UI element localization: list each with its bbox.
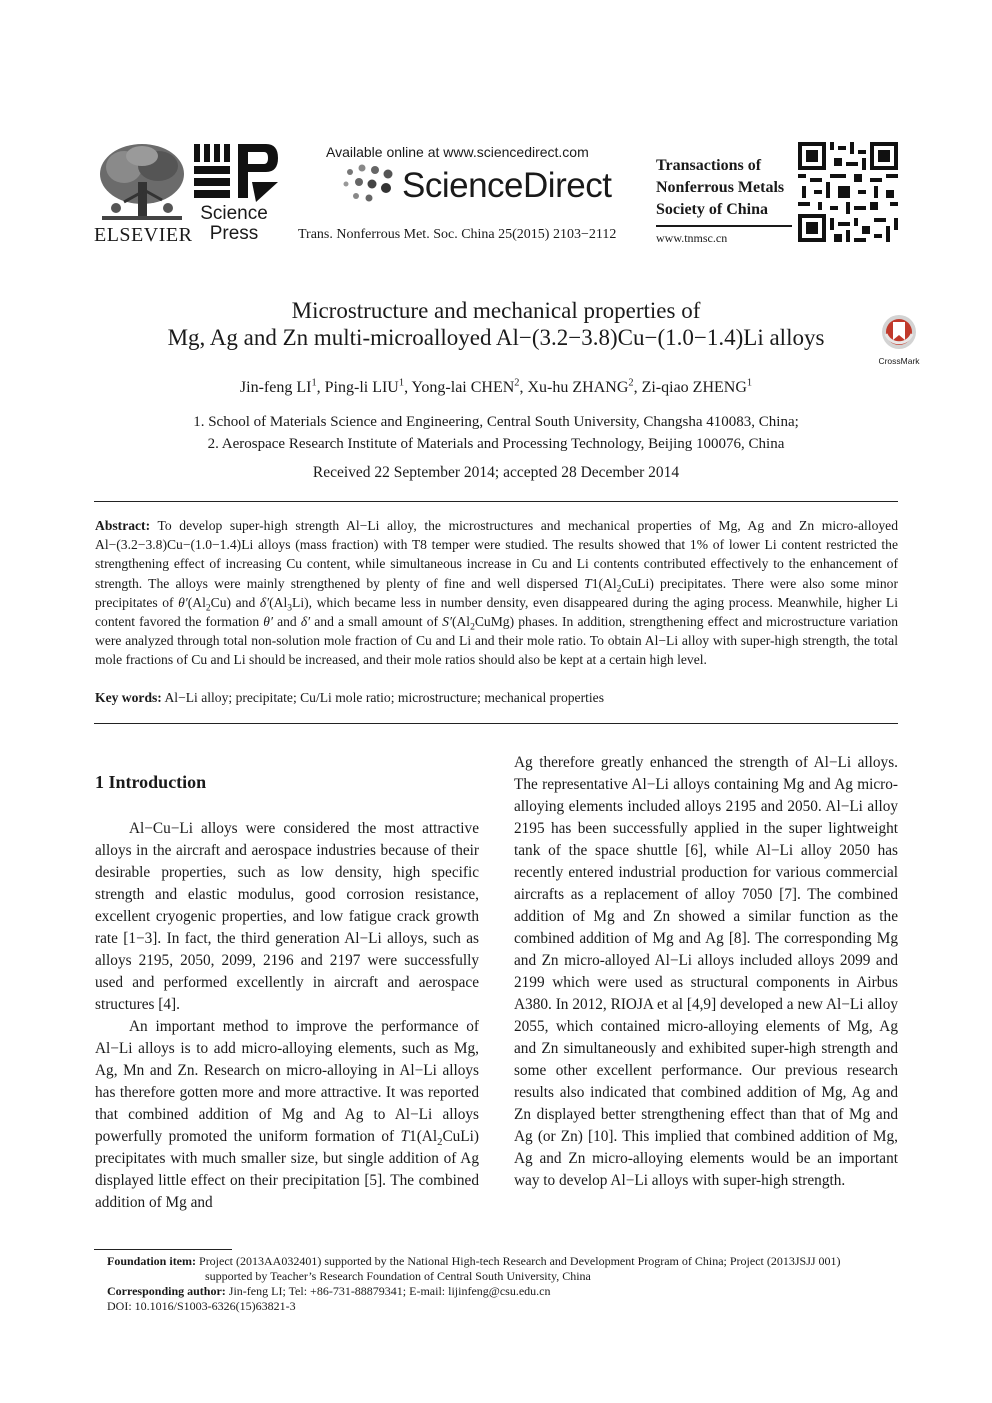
author-name: Ping-li LIU bbox=[324, 379, 399, 396]
foundation-label: Foundation item: bbox=[107, 1254, 197, 1268]
received-dates: Received 22 September 2014; accepted 28 December 2014 bbox=[312, 464, 680, 481]
abstract-label: Abstract: bbox=[95, 518, 151, 533]
paragraph-text: An important method to improve the performance of Al−Li alloys is to add micro-alloying elements, such as Mg, Ag, Mn and Zn. Research on micro-alloying in Al−Li alloys has therefore gotten more and more attractive. It was reported that combined addition of Mg and Ag to Al−Li alloys powerfully promoted the uniform formation of bbox=[95, 1018, 479, 1145]
abstract-symbol: θ′ bbox=[263, 614, 273, 630]
science-press-line2: Press bbox=[209, 223, 259, 244]
corresponding-author bbox=[107, 1284, 899, 1299]
foundation-item bbox=[107, 1254, 899, 1269]
author-name: Jin-feng LI bbox=[239, 379, 312, 396]
affiliations bbox=[60, 411, 932, 455]
abstract-text: (Al bbox=[451, 614, 471, 630]
author-separator: , bbox=[633, 379, 642, 396]
author-affiliation: 2 bbox=[628, 377, 634, 389]
corresponding-text: Jin-feng LI; Tel: +86-731-88879341; E-mail: lijinfeng@csu.edu.cn bbox=[228, 1284, 551, 1298]
section-heading: 1 Introduction bbox=[95, 772, 207, 792]
crossmark-icon bbox=[876, 312, 922, 352]
abstract-text: CuMg) phases. In addition, strengthening effect and microstructure variation were analyzed through total non-solution mole fraction of Cu and Li and their mole ratio. To obtain Al−Li alloy with super-high strength, the total mole fractions of Cu and Li should be increased, and their mole ratios should also be kept at a certain high level. bbox=[95, 614, 898, 668]
author-separator: , bbox=[316, 379, 325, 396]
keywords-label: Key words: bbox=[95, 690, 162, 705]
journal-divider bbox=[656, 225, 792, 227]
author-affiliation: 1 bbox=[398, 377, 405, 389]
abstract-subscript: 2 bbox=[616, 584, 622, 595]
qr-code bbox=[798, 142, 898, 242]
abstract-text: Li), which became less in number density, even disappeared during the aging process. Meanwhile, higher Li content favored the formation bbox=[95, 594, 898, 630]
abstract-subscript: 2 bbox=[470, 622, 475, 633]
paragraph-subscript: 2 bbox=[437, 1136, 443, 1149]
crossmark-badge[interactable] bbox=[876, 312, 922, 366]
foundation-text: Project (2013AA032401) supported by the National High-tech Research and Development Program of China; Project (2013JSJJ 001) bbox=[199, 1254, 841, 1268]
affiliation-1: 1. School of Materials Science and Engineering, Central South University, Changsha 410083, China; bbox=[193, 414, 799, 430]
author-name: Zi-qiao ZHENG bbox=[641, 379, 747, 396]
author-affiliation: 1 bbox=[311, 377, 317, 389]
journal-name-line1: Transactions of bbox=[656, 157, 762, 174]
abstract-subscript: 3 bbox=[287, 603, 293, 614]
foundation-item-cont: supported by Teacher’s Research Foundation of Central South University, China bbox=[205, 1269, 591, 1283]
elsevier-label: ELSEVIER bbox=[94, 224, 193, 246]
author-separator: , bbox=[404, 379, 412, 396]
journal-citation: Trans. Nonferrous Met. Soc. China 25(2015) 2103−2112 bbox=[298, 227, 617, 242]
author-affiliation: 2 bbox=[514, 377, 520, 389]
abstract-subscript: 2 bbox=[205, 603, 211, 614]
journal-name-line2: Nonferrous Metals bbox=[656, 179, 785, 196]
science-press-text bbox=[196, 204, 272, 244]
right-column bbox=[514, 752, 898, 1192]
abstract-text: and bbox=[272, 614, 301, 630]
journal-name-line3: Society of China bbox=[656, 201, 768, 218]
abstract-text: (Al bbox=[187, 594, 206, 610]
abstract-top-rule bbox=[94, 501, 898, 502]
left-column bbox=[95, 818, 479, 1214]
sd-available-text: Available online at www.sciencedirect.com bbox=[326, 144, 589, 160]
abstract-text: 1(Al bbox=[591, 575, 617, 591]
keywords-text: Al−Li alloy; precipitate; Cu/Li mole ratio; microstructure; mechanical properties bbox=[164, 690, 604, 705]
author-separator: , bbox=[519, 379, 528, 396]
journal-url[interactable]: www.tnmsc.cn bbox=[656, 231, 728, 245]
paper-title-line1: Microstructure and mechanical properties of bbox=[291, 298, 701, 323]
paragraph-text: CuLi) precipitates with much smaller size, but single addition of Ag displayed little effect on their precipitation [5]. The combined addition of Mg and bbox=[95, 1128, 479, 1211]
abstract-text: Cu) and bbox=[210, 594, 260, 610]
abstract-symbol: θ′ bbox=[178, 594, 188, 610]
paragraph: Ag therefore greatly enhanced the strength of Al−Li alloys. The representative Al−Li alloys containing Mg and Ag micro-alloying elements included alloys 2195 and 2050. Al−Li alloy 2195 has been successfully applied in the super lightweight tank of the space shuttle [6], while Al−Li alloy 2050 has recently entered industrial production for various commercial aircrafts as a replacement of alloy 7050 [7]. The combined addition of Mg and Zn showed a similar function as the combined addition of Mg and Ag [8]. The corresponding Mg and Zn micro-alloyed Al−Li alloys included alloys 2099 and 2199 which were used as structural components in Airbus A380. In 2012, RIOJA et al [4,9] developed a new Al−Li alloy 2055, which contained micro-alloying elements of Mg, Ag and Zn simultaneously and exhibited super-high strength and some other excellent performance. Our previous research results also indicated that combined addition of Mg, Ag and Zn displayed better strengthening effect than that of Mg and Ag (or Zn) [10]. This implied that combined addition of Mg, Ag and Zn micro-alloying elements would be an important way to develop Al−Li alloys with super-high strength. bbox=[514, 754, 898, 1189]
paragraph: Al−Cu−Li alloys were considered the most attractive alloys in the aircraft and aerospace industries because of their desirable properties, such as low density, high specific strength and elastic modulus, good corrosion resistance, excellent cryogenic properties, and low fatigue crack growth rate [1−3]. In fact, the third generation Al−Li alloys, such as alloys 2195, 2050, 2099, 2196 and 2197 were successfully used and performed excellently in aircraft and aerospace structures [4]. bbox=[95, 820, 479, 1013]
abstract-symbol: δ′ bbox=[259, 594, 270, 610]
abstract bbox=[95, 516, 898, 670]
author-affiliation: 1 bbox=[746, 377, 753, 389]
doi[interactable]: DOI: 10.1016/S1003-6326(15)63821-3 bbox=[107, 1299, 296, 1313]
paper-title-line2: Mg, Ag and Zn multi-microalloyed Al−(3.2−3.8)Cu−(1.0−1.4)Li alloys bbox=[167, 325, 825, 350]
sciencedirect-dots-logo bbox=[342, 162, 396, 204]
abstract-symbol: δ′ bbox=[300, 614, 311, 630]
author-name: Yong-lai CHEN bbox=[411, 379, 515, 396]
author-name: Xu-hu ZHANG bbox=[527, 379, 629, 396]
science-press-line1: Science bbox=[200, 203, 268, 224]
paragraph bbox=[95, 1016, 479, 1214]
footnotes bbox=[107, 1254, 899, 1314]
sciencedirect-brand: ScienceDirect bbox=[402, 166, 612, 205]
journal-name bbox=[656, 155, 784, 221]
abstract-text: CuLi) precipitates. There were also some minor precipitates of bbox=[95, 575, 898, 610]
paragraph-text: 1(Al bbox=[409, 1128, 438, 1145]
abstract-text: (Al bbox=[269, 594, 288, 610]
footnote-rule bbox=[94, 1249, 232, 1250]
crossmark-label: CrossMark bbox=[878, 356, 920, 366]
author-list bbox=[60, 379, 932, 397]
abstract-text: T bbox=[584, 575, 592, 591]
science-press-logo bbox=[192, 142, 280, 210]
abstract-text: To develop super-high strength Al−Li alloy, the microstructures and mechanical properties of Mg, Ag and Zn micro-alloyed Al−(3.2−3.8)Cu−(1.0−1.4)Li alloys (mass fraction) with T8 temper were studied. The results showed that 1% of lower Li content restricted the strengthening effect of increasing Cu content, while simultaneous increase in Cu and Li contents contributed effectively to the enhancement of strength. The alloys were mainly strengthened by plenty of fine and well dispersed bbox=[95, 518, 898, 591]
affiliation-2: 2. Aerospace Research Institute of Materials and Processing Technology, Beijing 100076, China bbox=[207, 436, 785, 452]
abstract-text: and a small amount of bbox=[310, 614, 443, 630]
keywords bbox=[95, 690, 898, 706]
corresponding-label: Corresponding author: bbox=[107, 1284, 226, 1298]
abstract-symbol: S′ bbox=[442, 614, 452, 630]
paragraph-symbol: T bbox=[400, 1128, 410, 1145]
paper-title bbox=[60, 297, 932, 351]
abstract-bottom-rule bbox=[94, 723, 898, 724]
